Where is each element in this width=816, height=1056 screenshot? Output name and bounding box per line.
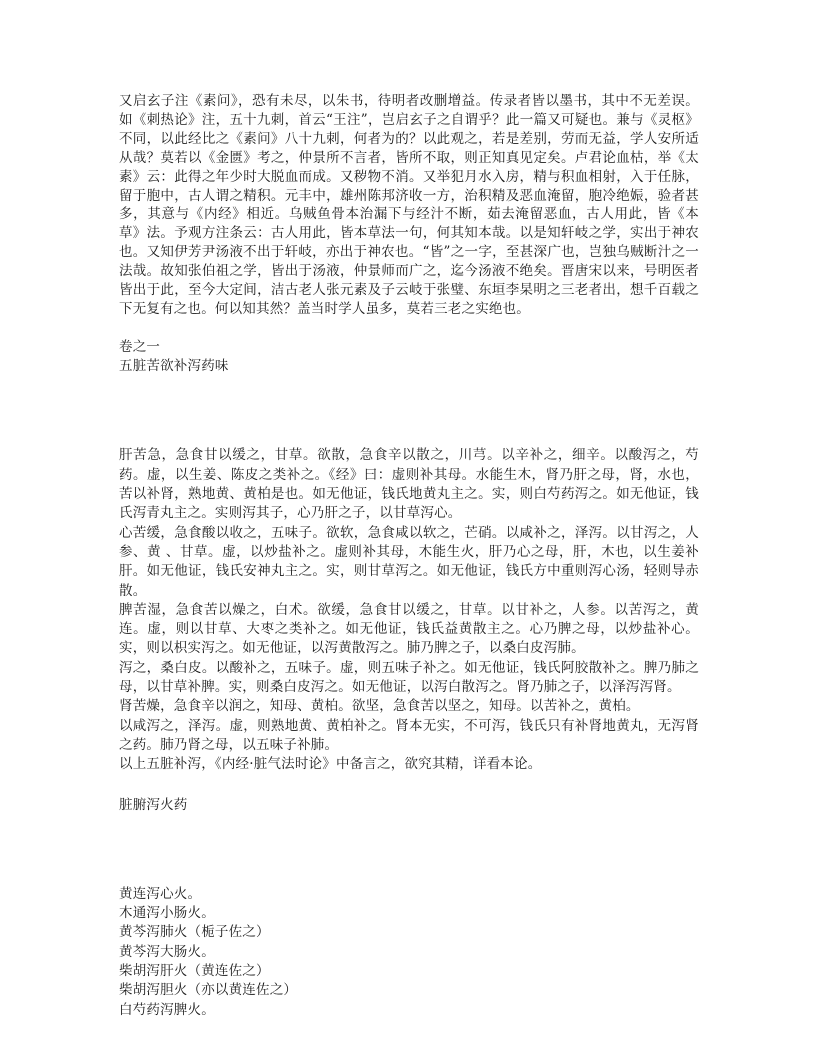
section-title-1: 五脏苦欲补泻药味 [119,358,229,375]
list-item: 黄连泻心火。 [119,885,202,902]
intro-section [119,92,699,319]
paragraph-kidney-cont: 以咸泻之，泽泻。虚，则熟地黄、黄柏补之。肾本无实，不可泻，钱氏只有补肾地黄丸，无泻肾之药。肺乃肾之母，以五味子补肺。 [119,717,699,753]
paragraph-spleen: 脾苦湿，急食苦以燥之，白术。欲缓，急食甘以缓之，甘草。以甘补之，人参。以苦泻之，黄连。虚，则以甘草、大枣之类补之。如无他证，钱氏益黄散主之。心乃脾之母，以炒盐补心。实，则以枳实泻之。如无他证，以泻黄散泻之。肺乃脾之子，以桑白皮泻肺。 [119,601,699,657]
paragraph-liver: 肝苦急，急食甘以缓之，甘草。欲散，急食辛以散之，川芎。以辛补之，细辛。以酸泻之，芍药。虚，以生姜、陈皮之类补之。《经》曰：虚则补其母。水能生木，肾乃肝之母，肾，水也，苦以补肾，熟地黄、黄柏是也。如无他证，钱氏地黄丸主之。实，则白芍药泻之。如无他证，钱氏泻青丸主之。实则泻其子，心乃肝之子，以甘草泻心。 [119,447,699,522]
list-item: 黄芩泻肺火（栀子佐之） [119,924,270,941]
list-item: 黄芩泻大肠火。 [119,943,215,960]
paragraph-kidney: 肾苦燥，急食辛以润之，知母、黄柏。欲坚，急食苦以坚之，知母。以苦补之，黄柏。 [119,698,640,715]
paragraph-lung: 泻之，桑白皮。以酸补之，五味子。虚，则五味子补之。如无他证，钱氏阿胶散补之。脾乃肺之母，以甘草补脾。实，则桑白皮泻之。如无他证，以泻白散泻之。肾乃肺之子，以泽泻泻肾。 [119,659,699,696]
list-item: 柴胡泻胆火（亦以黄连佐之） [119,982,298,999]
list-item: 白芍药泻脾火。 [119,1001,215,1018]
volume-heading: 卷之一 [119,338,161,355]
intro-paragraph: 又启玄子注《素问》，恐有未尽，以朱书，待明者改删增益。传录者皆以墨书，其中不无差误。如《刺热论》注，五十九刺，首云“王注”，岂启玄子之自谓乎？此一篇又可疑也。兼与《灵枢》不同，以此经比之《素问》八十九刺，何者为的？以此观之，若是差别，劳而无益，学人安所适从哉？莫若以《金匮》考之，仲景所不言者，皆所不取，则正知真见定矣。卢君论血枯，举《太素》云：此得之年少时大脱血而成。又秽物不消。又举犯月水入房，精与积血相射，入于任脉，留于胞中，古人谓之精积。元丰中，雄州陈邦济收一方，治积精及恶血淹留，胞冷绝娠，验者甚多，其意与《内经》相近。乌贼鱼骨本治漏下与经汁不断，茹去淹留恶血，古人用此，皆《本草》法。予观方注条云：古人用此，皆本草法一句，何其知本哉。以是知轩岐之学，实出于神农也。又知伊芳尹汤液不出于轩岐，亦出于神农也。“皆”之一字，至甚深广也，岂独乌贼断汁之一法哉。故知张伯祖之学，皆出于汤液，仲景师而广之，迄今汤液不绝矣。晋唐宋以来，号明医者皆出于此，至今大定间，洁古老人张元素及子云岐于张璧、东垣李杲明之三老者出，想千百载之下无复有之也。何以知其然？盖当时学人虽多，莫若三老之实绝也。 [119,93,699,317]
document-page [119,92,699,1020]
fire-drug-list [119,885,699,1020]
list-item: 柴胡泻肝火（黄连佐之） [119,963,270,979]
organ-paragraphs [119,446,699,774]
section-title-2: 脏腑泻火药 [119,796,188,813]
paragraph-heart: 心苦缓，急食酸以收之，五味子。欲软，急食咸以软之，芒硝。以咸补之，泽泻。以甘泻之，人参、黄 、甘草。虚，以炒盐补之。虚则补其母，木能生火，肝乃心之母，肝，木也，以生姜补肝。如无他证，钱氏安神丸主之。实，则甘草泻之。如无他证，钱氏方中重则泻心汤，轻则导赤散。 [119,524,699,599]
list-item: 木通泻小肠火。 [119,905,215,922]
paragraph-summary: 以上五脏补泻，《内经·脏气法时论》中备言之，欲究其精，详看本论。 [119,756,542,773]
